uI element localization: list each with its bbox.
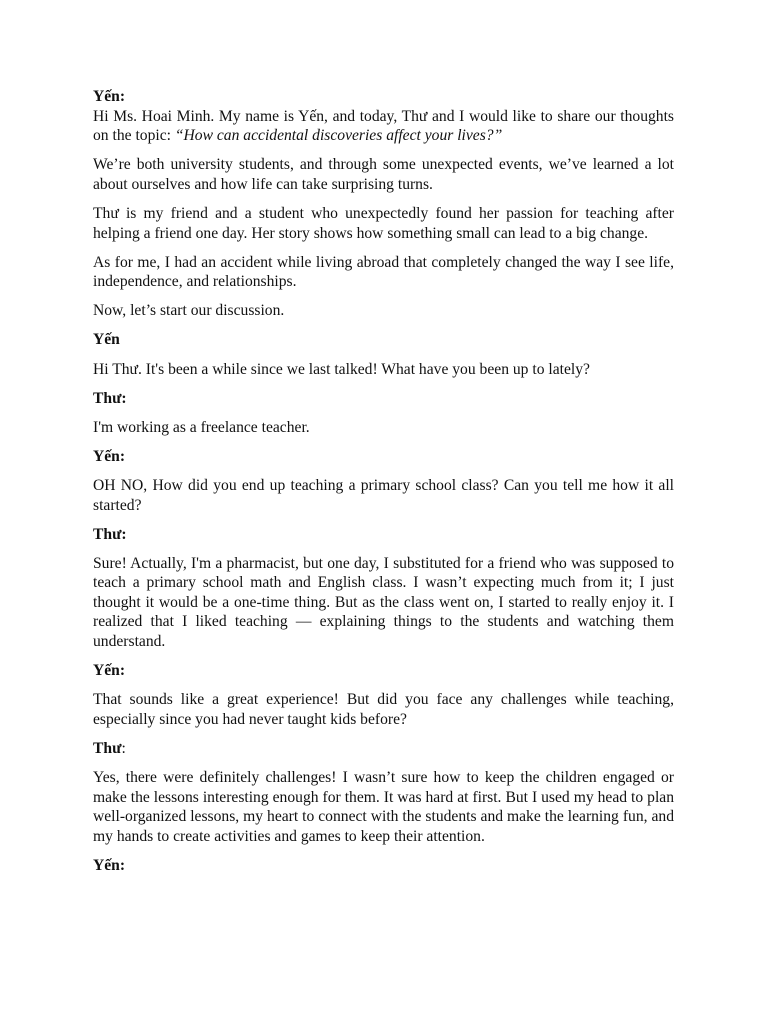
document-page bbox=[93, 87, 674, 885]
speaker-label: Yến: bbox=[93, 447, 126, 465]
intro-paragraph: Thư is my friend and a student who unexpectedly found her passion for teaching after helping a friend one day. Her story shows how something small can lead to a big change. bbox=[93, 204, 674, 242]
dialogue-line: OH NO, How did you end up teaching a primary school class? Can you tell me how it all started? bbox=[93, 476, 674, 514]
intro-paragraph: We’re both university students, and through some unexpected events, we’ve learned a lot about ourselves and how life can take surprising turns. bbox=[93, 156, 674, 193]
dialogue-line: I'm working as a freelance teacher. bbox=[93, 418, 310, 436]
speaker-label: Thư: bbox=[93, 525, 127, 543]
speaker-label: Yến: bbox=[93, 88, 126, 105]
topic-quote: “How can accidental discoveries affect your lives?” bbox=[174, 127, 503, 145]
dialogue-line: Hi Thư. It's been a while since we last talked! What have you been up to lately? bbox=[93, 360, 590, 378]
speaker-label bbox=[93, 739, 674, 759]
speaker-name: Thư bbox=[93, 739, 122, 757]
speaker-colon: : bbox=[121, 739, 126, 757]
speaker-label: Yến: bbox=[93, 856, 126, 874]
dialogue-line: Yes, there were definitely challenges! I wasn’t sure how to keep the children engaged or make the lessons interesting enough for them. It was hard at first. But I used my head to plan well-organized lessons, my heart to connect with the students and make the learning fun, and my hands to create activities and games to keep their attention. bbox=[93, 769, 674, 845]
dialogue-line: That sounds like a great experience! But did you face any challenges while teaching, especially since you had never taught kids before? bbox=[93, 691, 674, 728]
speaker-label: Yến: bbox=[93, 662, 126, 680]
speaker-label: Yến bbox=[93, 331, 120, 349]
intro-text: Hi Ms. Hoai Minh. My name is Yến, and today, Thư and I would like to share our thoughts on the topic: bbox=[93, 107, 674, 145]
intro-paragraph bbox=[93, 107, 674, 146]
dialogue-line: Sure! Actually, I'm a pharmacist, but one day, I substituted for a friend who was supposed to teach a primary school math and English class. I wasn’t expecting much from it; I just thought it would be a one-time thing. But as the class went on, I started to really enjoy it. I realized that I liked teaching — explaining things to the students and watching them understand. bbox=[93, 554, 674, 651]
intro-paragraph: Now, let’s start our discussion. bbox=[93, 302, 285, 320]
intro-paragraph: As for me, I had an accident while living abroad that completely changed the way I see life, independence, and relationships. bbox=[93, 253, 674, 291]
speaker-label: Thư: bbox=[93, 389, 127, 407]
